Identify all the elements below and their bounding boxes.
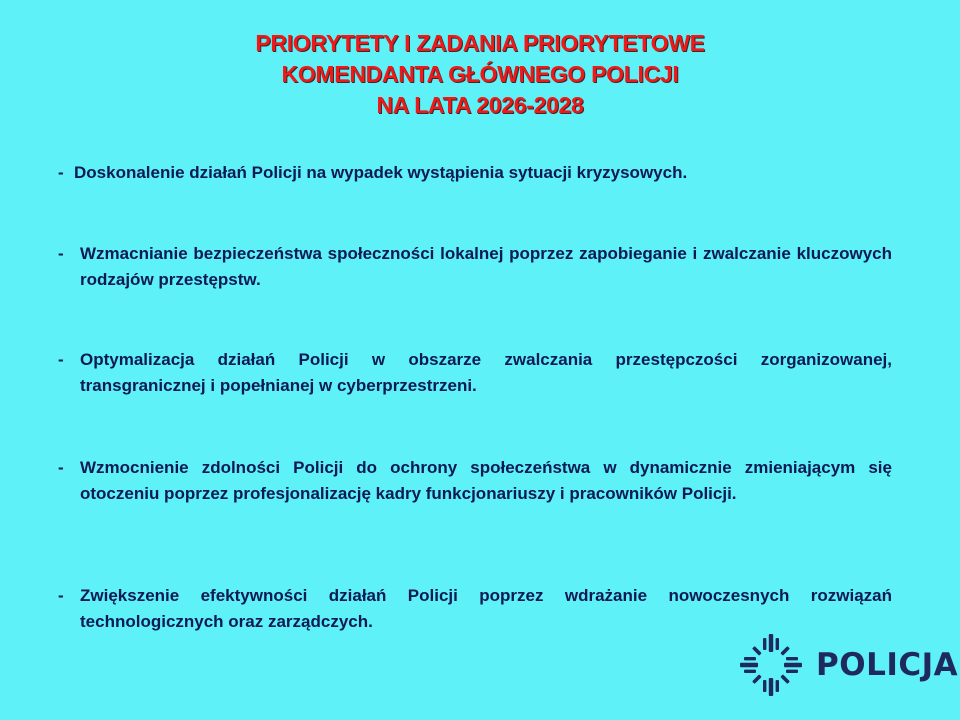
priority-item-text: Doskonalenie działań Policji na wypadek wystąpienia sytuacji kryzysowych.: [74, 163, 688, 182]
priority-item-text: Wzmocnienie zdolności Policji do ochrony społeczeństwa w dynamicznie zmieniającym się otoczeniu poprzez profesjonalizację kadry funkcjonariuszy i pracowników Policji.: [80, 458, 892, 503]
item-dash: -: [58, 586, 64, 605]
priority-item-4: [58, 455, 892, 507]
item-dash: -: [58, 458, 64, 477]
page-title: [0, 28, 960, 121]
item-dash: -: [58, 244, 64, 263]
priority-item-3: [58, 347, 892, 399]
policja-logo: [738, 632, 959, 698]
logo-text: POLICJA: [816, 647, 959, 683]
title-line-3: NA LATA 2026-2028: [376, 92, 584, 118]
priority-item-text: Wzmacnianie bezpieczeństwa społeczności lokalnej poprzez zapobieganie i zwalczanie kluczowych rodzajów przestępstw.: [80, 244, 892, 289]
priority-item-1: [58, 160, 892, 186]
title-line-1: PRIORYTETY I ZADANIA PRIORYTETOWE: [255, 30, 705, 56]
title-line-2: KOMENDANTA GŁÓWNEGO POLICJI: [281, 61, 679, 87]
priority-item-2: [58, 241, 892, 293]
priority-item-5: [58, 583, 892, 635]
priority-item-text: Optymalizacja działań Policji w obszarze zwalczania przestępczości zorganizowanej, transgranicznej i popełnianej w cyberprzestrzeni.: [80, 350, 892, 395]
item-dash: -: [58, 163, 64, 182]
priority-item-text: Zwiększenie efektywności działań Policji poprzez wdrażanie nowoczesnych rozwiązań technologicznych oraz zarządczych.: [80, 586, 892, 631]
item-dash: -: [58, 350, 64, 369]
police-star-icon: [738, 632, 804, 698]
